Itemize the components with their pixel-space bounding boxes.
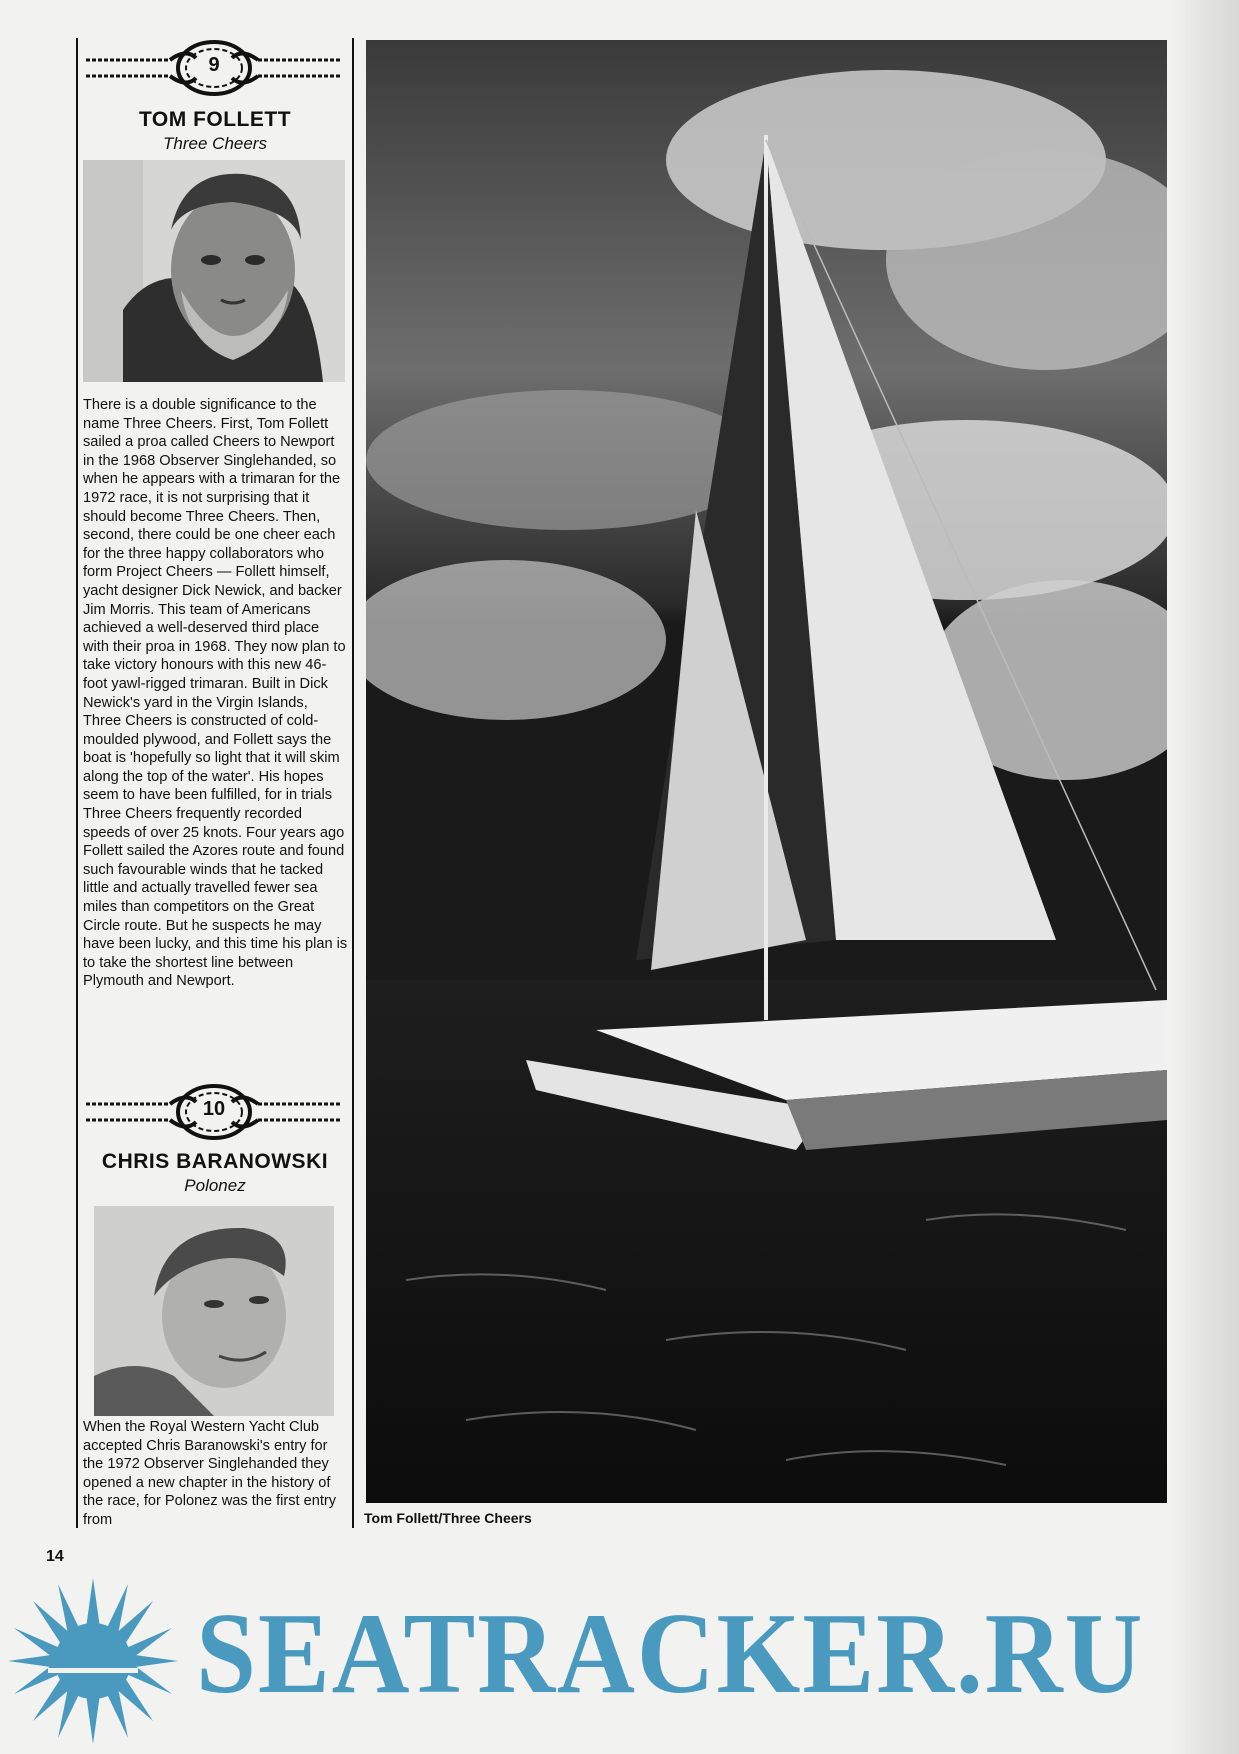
boat-name: Three Cheers — [163, 134, 267, 153]
entry-number: 9 — [208, 54, 220, 76]
portrait-tom-follett — [83, 160, 345, 382]
boat-name: Polonez — [184, 1176, 246, 1195]
skipper-bio: There is a double significance to the name Three Cheers. First, Tom Follett sailed a proa called Cheers to Newport in the 1968 Observer Singlehanded, so when he appears with a trimaran for the 1972 race, it is not surprising that it should become Three Cheers. Then, second, there could be one cheer each for the three happy collaborators who form Project Cheers — Follett himself, yacht designer Dick Newick, and backer Jim Morris. This team of Americans achieved a well-deserved third place with their proa in 1968. They now plan to take victory honours with this new 46-foot yawl-rigged trimaran. Built in Dick Newick's yard in the Virgin Islands, Three Cheers is constructed of cold-moulded plywood, and Follett says the boat is 'hopefully so light that it will skim along the top of the water'. His hopes seem to have been fulfilled, for in trials Three Cheers frequently recorded speeds of over 25 knots. Four years ago Follett sailed the Azores route and found such favourable winds that he tacked little and actually travelled fewer sea miles than competitors on the Great Circle route. But he suspects he may have been lucky, and this time his plan is to take the shortest line between Plymouth and Newport. — [83, 397, 348, 990]
entry-number-emblem — [86, 1082, 342, 1142]
skipper-bio: When the Royal Western Yacht Club accepted Chris Baranowski's entry for the 1972 Observer Singlehanded they opened a new chapter in the history of the race, for Polonez was the first entry from — [83, 1419, 337, 1528]
skipper-name: TOM FOLLETT — [138, 108, 292, 131]
main-photo-three-cheers — [366, 40, 1167, 1503]
watermark-text: SEATRACKER.RU — [196, 1590, 1145, 1718]
column-rule-right — [352, 38, 354, 1528]
page-number: 14 — [46, 1548, 64, 1565]
skipper-name: CHRIS BARANOWSKI — [101, 1150, 329, 1173]
entry-number: 10 — [202, 1098, 226, 1120]
page-edge — [1169, 0, 1239, 1754]
portrait-chris-baranowski — [94, 1206, 334, 1416]
sun-logo-icon — [8, 1578, 178, 1744]
photo-caption: Tom Follett/Three Cheers — [364, 1510, 532, 1526]
entry-number-emblem — [86, 38, 342, 98]
column-rule-left — [76, 38, 78, 1528]
